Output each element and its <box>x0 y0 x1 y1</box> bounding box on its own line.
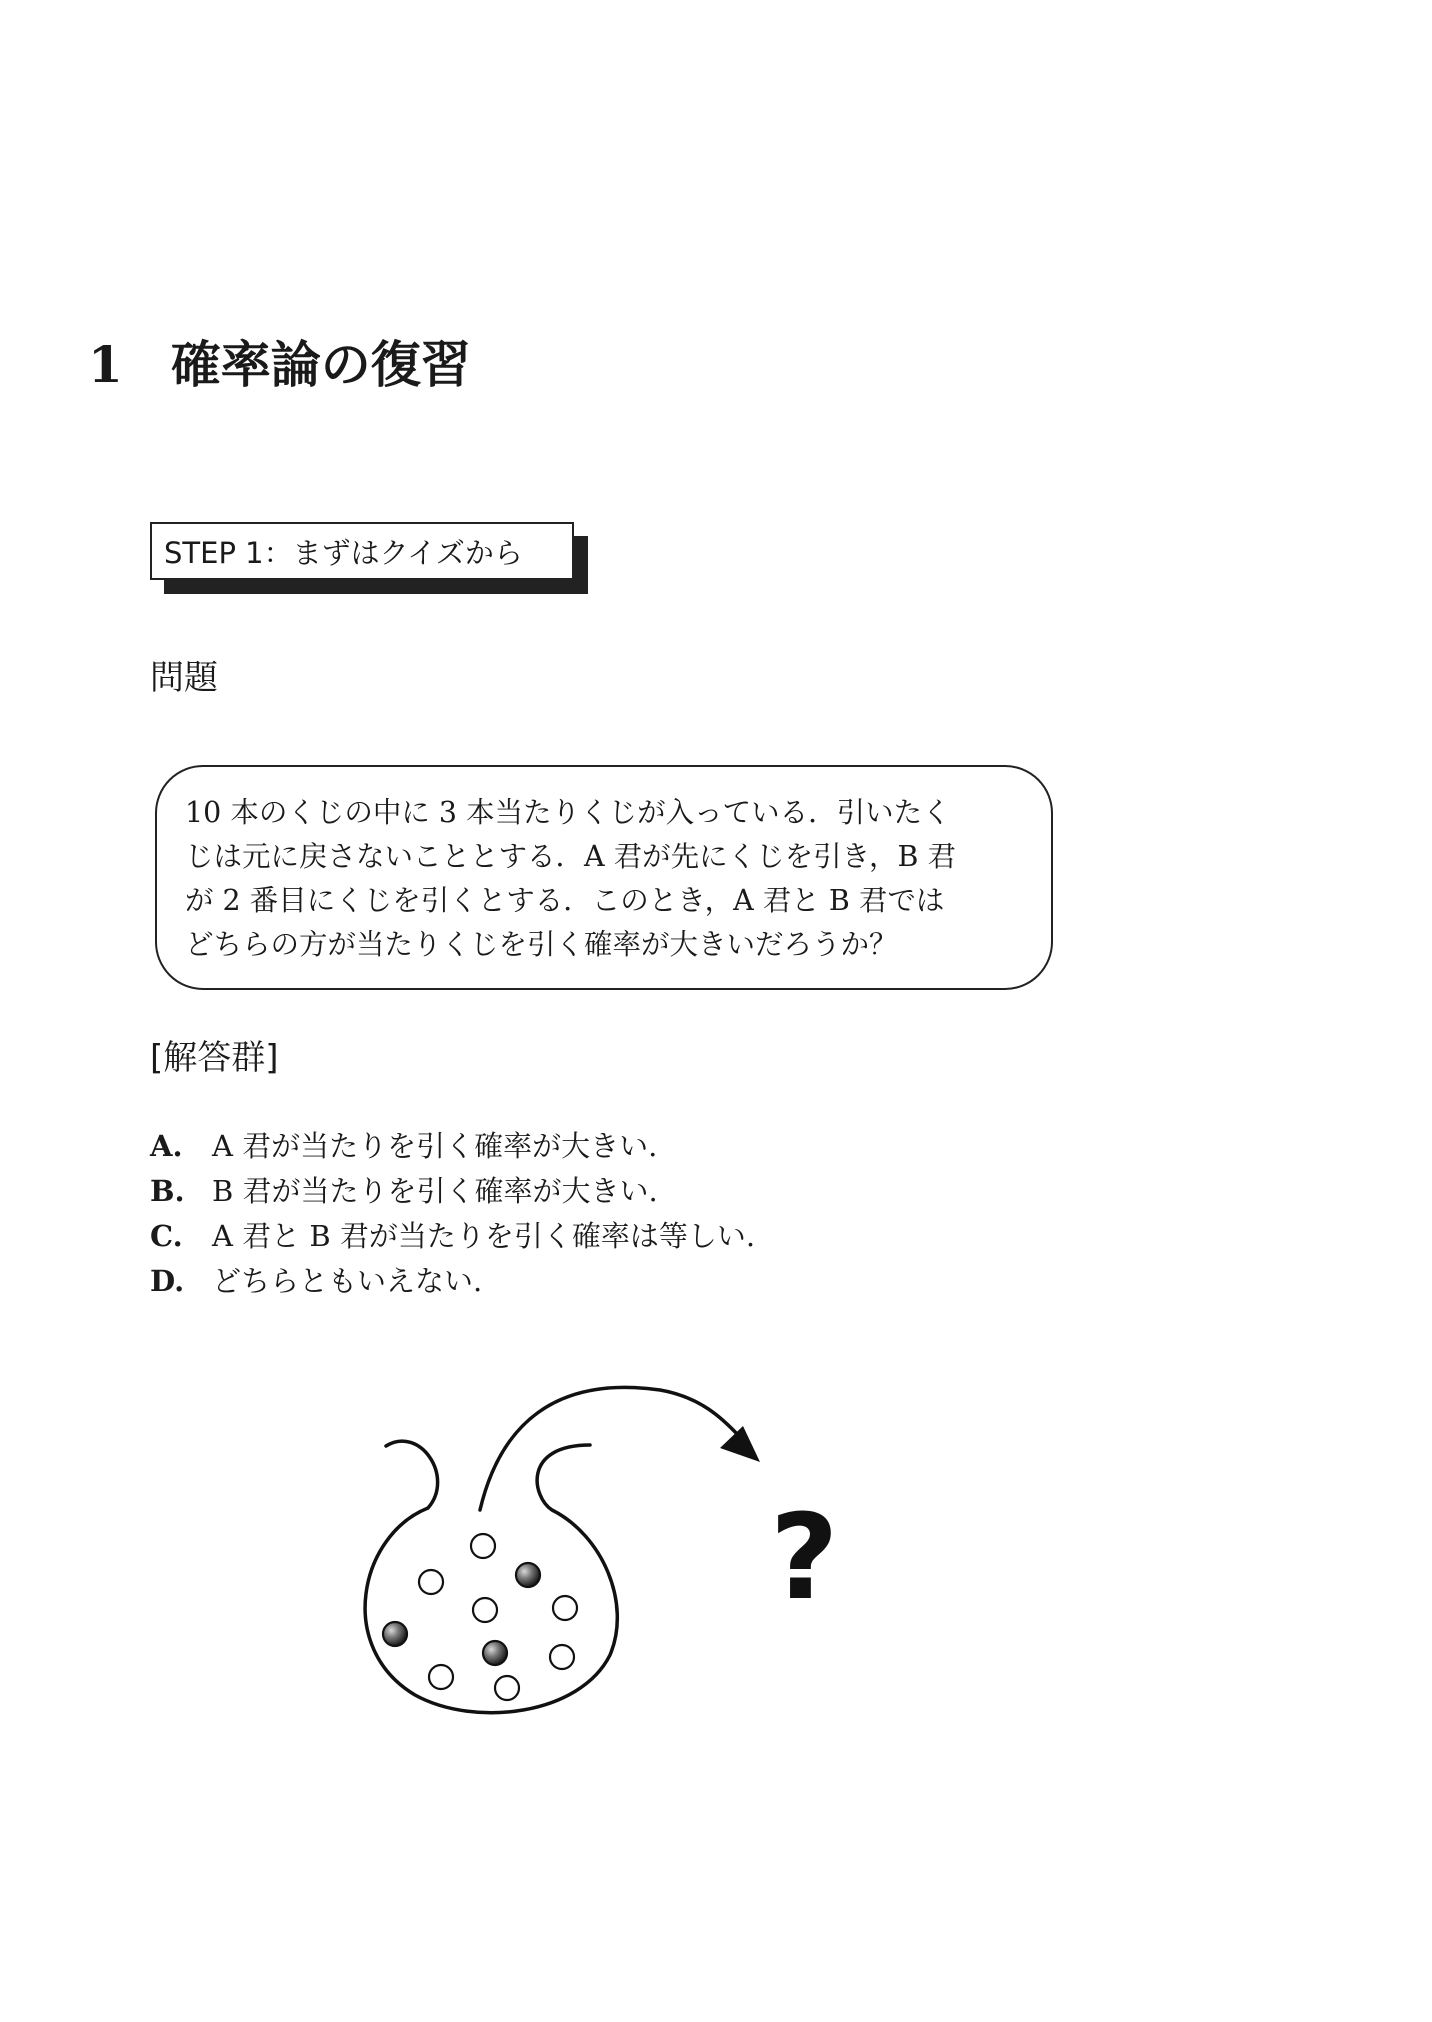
choice-text: A 君と B 君が当たりを引く確率は等しい. <box>212 1219 756 1253</box>
choice-key: A. <box>150 1129 183 1163</box>
hit-ball <box>383 1622 407 1646</box>
answer-choice-b <box>150 1169 755 1214</box>
white-ball <box>473 1598 497 1622</box>
question-mark: ? <box>770 1488 839 1626</box>
problem-line: 10 本のくじの中に 3 本当たりくじが入っている．引いたく <box>185 796 951 829</box>
choice-key: C. <box>150 1219 183 1253</box>
choice-text: どちらともいえない. <box>212 1264 483 1298</box>
answers-label: [解答群] <box>150 1038 279 1078</box>
step-box <box>150 522 574 580</box>
problem-line: が 2 番目にくじを引くとする．このとき，A 君と B 君では <box>185 884 945 917</box>
white-ball <box>495 1676 519 1700</box>
problem-label: 問題 <box>150 658 218 698</box>
choice-text: A 君が当たりを引く確率が大きい. <box>212 1129 658 1163</box>
problem-line: じは元に戻さないこととする．A 君が先にくじを引き，B 君 <box>185 840 957 873</box>
section-title: 確率論の復習 <box>170 336 471 394</box>
choice-key: B. <box>150 1174 185 1208</box>
bag-outline <box>365 1441 617 1713</box>
section-heading <box>88 325 471 397</box>
lottery-balls <box>383 1534 577 1700</box>
answer-choice-c <box>150 1214 755 1259</box>
choice-key: D. <box>150 1264 185 1298</box>
answer-choices <box>150 1124 755 1304</box>
white-ball <box>429 1665 453 1689</box>
answer-choice-a <box>150 1124 755 1169</box>
step-label: STEP 1：まずはクイズから <box>164 535 523 570</box>
white-ball <box>550 1645 574 1669</box>
white-ball <box>553 1596 577 1620</box>
lottery-bag-illustration <box>340 1385 900 1745</box>
problem-box <box>155 765 1053 990</box>
problem-line: どちらの方が当たりくじを引く確率が大きいだろうか？ <box>185 928 898 961</box>
white-ball <box>471 1534 495 1558</box>
choice-text: B 君が当たりを引く確率が大きい. <box>212 1174 658 1208</box>
draw-arrow <box>480 1387 738 1510</box>
white-ball <box>419 1570 443 1594</box>
answer-choice-d <box>150 1259 755 1304</box>
hit-ball <box>516 1563 540 1587</box>
section-number: 1 <box>88 335 123 394</box>
arrow-head-icon <box>720 1426 760 1462</box>
hit-ball <box>483 1641 507 1665</box>
